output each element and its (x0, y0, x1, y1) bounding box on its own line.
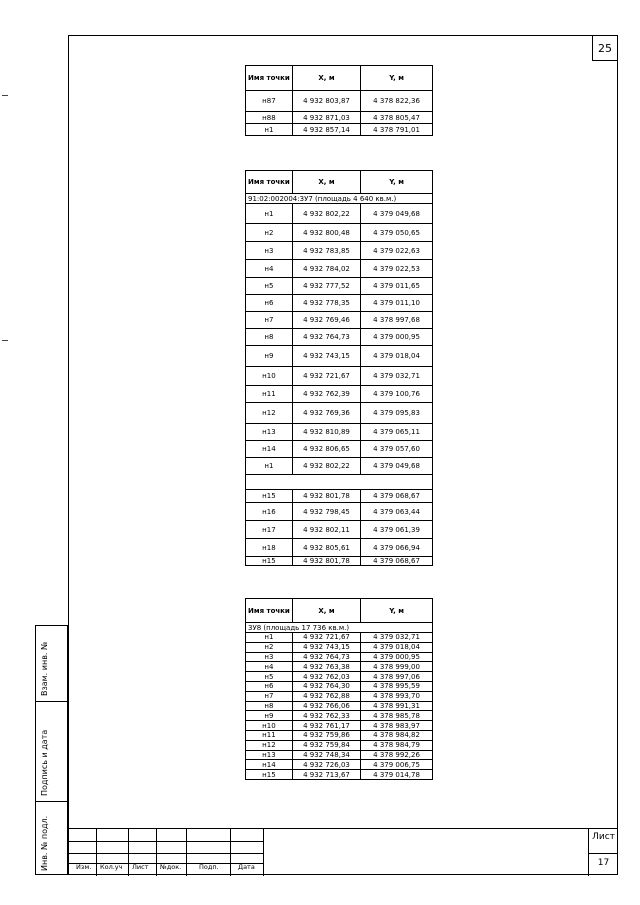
side-stamp (35, 625, 68, 875)
y-value: 4 379 022,63 (361, 242, 433, 260)
col-name-header: Имя точки (246, 171, 293, 194)
table-row (246, 701, 433, 711)
x-value: 4 932 762,03 (292, 672, 360, 682)
table-row (246, 312, 433, 329)
coordinates-table-3 (245, 598, 433, 780)
table-row (246, 730, 433, 740)
x-value: 4 932 762,39 (292, 386, 360, 403)
x-value: 4 932 801,78 (292, 557, 360, 566)
point-name: н4 (246, 662, 293, 672)
point-name: н7 (246, 691, 293, 701)
stamp-label-doc: №док. (160, 863, 182, 871)
y-value: 4 379 068,67 (361, 557, 433, 566)
table-row (246, 91, 433, 112)
y-value: 4 379 032,71 (361, 367, 433, 386)
y-value: 4 379 018,04 (361, 642, 433, 652)
point-name: н9 (246, 711, 293, 721)
table-row (246, 278, 433, 295)
point-name: н5 (246, 278, 293, 295)
x-value: 4 932 759,84 (292, 740, 360, 750)
y-value: 4 379 095,83 (361, 403, 433, 424)
side-label-signature: Подпись и дата (40, 729, 49, 796)
y-value: 4 379 049,68 (361, 458, 433, 475)
col-y-header: Y, м (361, 599, 433, 623)
col-name-header: Имя точки (246, 599, 293, 623)
y-value: 4 379 057,60 (361, 441, 433, 458)
point-name: н16 (246, 503, 293, 521)
x-value: 4 932 713,67 (292, 770, 360, 780)
col-x-header: X, м (292, 599, 360, 623)
y-value: 4 378 993,70 (361, 691, 433, 701)
table-row (246, 681, 433, 691)
x-value: 4 932 871,03 (292, 112, 360, 124)
x-value: 4 932 798,45 (292, 503, 360, 521)
table-row (246, 490, 433, 503)
point-name: н10 (246, 367, 293, 386)
table-row (246, 740, 433, 750)
point-name: н5 (246, 672, 293, 682)
table-row (246, 441, 433, 458)
x-value: 4 932 764,30 (292, 681, 360, 691)
table-row (246, 367, 433, 386)
sheet-label: Лист (592, 832, 615, 842)
y-value: 4 378 984,79 (361, 740, 433, 750)
table-row (246, 557, 433, 566)
table-row (246, 652, 433, 662)
sheet-number: 17 (589, 853, 618, 868)
x-value: 4 932 763,38 (292, 662, 360, 672)
y-value: 4 379 049,68 (361, 204, 433, 224)
x-value: 4 932 803,87 (292, 91, 360, 112)
point-name: н1 (246, 458, 293, 475)
y-value: 4 378 991,31 (361, 701, 433, 711)
col-y-header: Y, м (361, 171, 433, 194)
point-name: н3 (246, 242, 293, 260)
point-name: н18 (246, 539, 293, 557)
table-row (246, 760, 433, 770)
margin-mark (2, 340, 8, 341)
point-name: н11 (246, 386, 293, 403)
table-row (246, 224, 433, 242)
x-value: 4 932 810,89 (292, 424, 360, 441)
point-name: н8 (246, 701, 293, 711)
y-value: 4 378 822,36 (361, 91, 433, 112)
y-value: 4 378 805,47 (361, 112, 433, 124)
x-value: 4 932 778,35 (292, 295, 360, 312)
y-value: 4 379 061,39 (361, 521, 433, 539)
y-value: 4 379 000,95 (361, 329, 433, 346)
point-name: н1 (246, 633, 293, 643)
y-value: 4 378 984,82 (361, 730, 433, 740)
x-value: 4 932 748,34 (292, 750, 360, 760)
point-name: н9 (246, 346, 293, 367)
y-value: 4 379 011,10 (361, 295, 433, 312)
margin-mark (2, 95, 8, 96)
x-value: 4 932 726,03 (292, 760, 360, 770)
x-value: 4 932 805,61 (292, 539, 360, 557)
stamp-label-sign: Подп. (199, 863, 219, 871)
point-name: н14 (246, 441, 293, 458)
point-name: н13 (246, 424, 293, 441)
x-value: 4 932 857,14 (292, 124, 360, 136)
table-row (246, 260, 433, 278)
point-name: н14 (246, 760, 293, 770)
y-value: 4 379 100,76 (361, 386, 433, 403)
point-name: н17 (246, 521, 293, 539)
y-value: 4 379 018,04 (361, 346, 433, 367)
table-row (246, 521, 433, 539)
y-value: 4 379 050,65 (361, 224, 433, 242)
side-label-inventory: Инв. № подл. (40, 815, 49, 871)
stamp-label-date: Дата (238, 863, 255, 871)
y-value: 4 378 997,06 (361, 672, 433, 682)
table-row (246, 329, 433, 346)
col-y-header: Y, м (361, 66, 433, 91)
table-row (246, 424, 433, 441)
x-value: 4 932 769,46 (292, 312, 360, 329)
x-value: 4 932 784,02 (292, 260, 360, 278)
table-row (246, 691, 433, 701)
y-value: 4 379 014,78 (361, 770, 433, 780)
x-value: 4 932 721,67 (292, 633, 360, 643)
point-name: н15 (246, 557, 293, 566)
y-value: 4 378 985,78 (361, 711, 433, 721)
x-value: 4 932 759,86 (292, 730, 360, 740)
table-row (246, 633, 433, 643)
blank-row (246, 475, 433, 490)
point-name: н1 (246, 124, 293, 136)
x-value: 4 932 806,65 (292, 441, 360, 458)
coordinates-table-2 (245, 170, 433, 566)
point-name: н12 (246, 403, 293, 424)
table-row (246, 124, 433, 136)
y-value: 4 378 992,26 (361, 750, 433, 760)
table-row (246, 539, 433, 557)
y-value: 4 378 997,68 (361, 312, 433, 329)
point-name: н4 (246, 260, 293, 278)
x-value: 4 932 766,06 (292, 701, 360, 711)
sheet-box (588, 829, 618, 876)
col-x-header: X, м (292, 171, 360, 194)
y-value: 4 378 995,59 (361, 681, 433, 691)
y-value: 4 379 006,75 (361, 760, 433, 770)
parcel-row (246, 194, 433, 204)
x-value: 4 932 743,15 (292, 346, 360, 367)
x-value: 4 932 777,52 (292, 278, 360, 295)
col-name-header: Имя точки (246, 66, 293, 91)
point-name: н2 (246, 224, 293, 242)
table-row (246, 458, 433, 475)
y-value: 4 379 068,67 (361, 490, 433, 503)
table-row (246, 112, 433, 124)
table-row (246, 711, 433, 721)
x-value: 4 932 801,78 (292, 490, 360, 503)
point-name: н8 (246, 329, 293, 346)
point-name: н6 (246, 681, 293, 691)
parcel-label: 3У8 (площадь 17 736 кв.м.) (246, 623, 433, 633)
x-value: 4 932 802,11 (292, 521, 360, 539)
point-name: н12 (246, 740, 293, 750)
point-name: н1 (246, 204, 293, 224)
y-value: 4 378 983,97 (361, 721, 433, 731)
table-row (246, 403, 433, 424)
stamp-label-sheet: Лист (132, 863, 149, 871)
table-row (246, 204, 433, 224)
table-row (246, 242, 433, 260)
col-x-header: X, м (292, 66, 360, 91)
point-name: н88 (246, 112, 293, 124)
y-value: 4 378 999,00 (361, 662, 433, 672)
table-row (246, 770, 433, 780)
point-name: н6 (246, 295, 293, 312)
x-value: 4 932 802,22 (292, 204, 360, 224)
table-row (246, 750, 433, 760)
x-value: 4 932 721,67 (292, 367, 360, 386)
parcel-row (246, 623, 433, 633)
y-value: 4 379 000,95 (361, 652, 433, 662)
table-row (246, 503, 433, 521)
table-row (246, 662, 433, 672)
x-value: 4 932 761,17 (292, 721, 360, 731)
side-label-replace: Взам. инв. № (40, 641, 49, 696)
x-value: 4 932 764,73 (292, 652, 360, 662)
table-row (246, 295, 433, 312)
x-value: 4 932 800,48 (292, 224, 360, 242)
y-value: 4 379 063,44 (361, 503, 433, 521)
x-value: 4 932 743,15 (292, 642, 360, 652)
point-name: н13 (246, 750, 293, 760)
point-name: н87 (246, 91, 293, 112)
point-name: н15 (246, 770, 293, 780)
point-name: н7 (246, 312, 293, 329)
y-value: 4 379 011,65 (361, 278, 433, 295)
title-block (68, 828, 618, 875)
page-number: 25 (592, 35, 618, 61)
point-name: н15 (246, 490, 293, 503)
x-value: 4 932 802,22 (292, 458, 360, 475)
point-name: н10 (246, 721, 293, 731)
y-value: 4 378 791,01 (361, 124, 433, 136)
stamp-label-change: Изм. (76, 863, 92, 871)
x-value: 4 932 762,88 (292, 691, 360, 701)
y-value: 4 379 066,94 (361, 539, 433, 557)
coordinates-table-1 (245, 65, 433, 136)
table-row (246, 642, 433, 652)
point-name: н2 (246, 642, 293, 652)
stamp-label-count: Кол.уч (100, 863, 123, 871)
x-value: 4 932 769,36 (292, 403, 360, 424)
table-row (246, 386, 433, 403)
y-value: 4 379 032,71 (361, 633, 433, 643)
y-value: 4 379 065,11 (361, 424, 433, 441)
y-value: 4 379 022,53 (361, 260, 433, 278)
x-value: 4 932 783,85 (292, 242, 360, 260)
table-row (246, 721, 433, 731)
parcel-label: 91:02:002004:3У7 (площадь 4 640 кв.м.) (246, 194, 433, 204)
point-name: н11 (246, 730, 293, 740)
point-name: н3 (246, 652, 293, 662)
x-value: 4 932 764,73 (292, 329, 360, 346)
table-row (246, 672, 433, 682)
table-row (246, 346, 433, 367)
x-value: 4 932 762,33 (292, 711, 360, 721)
